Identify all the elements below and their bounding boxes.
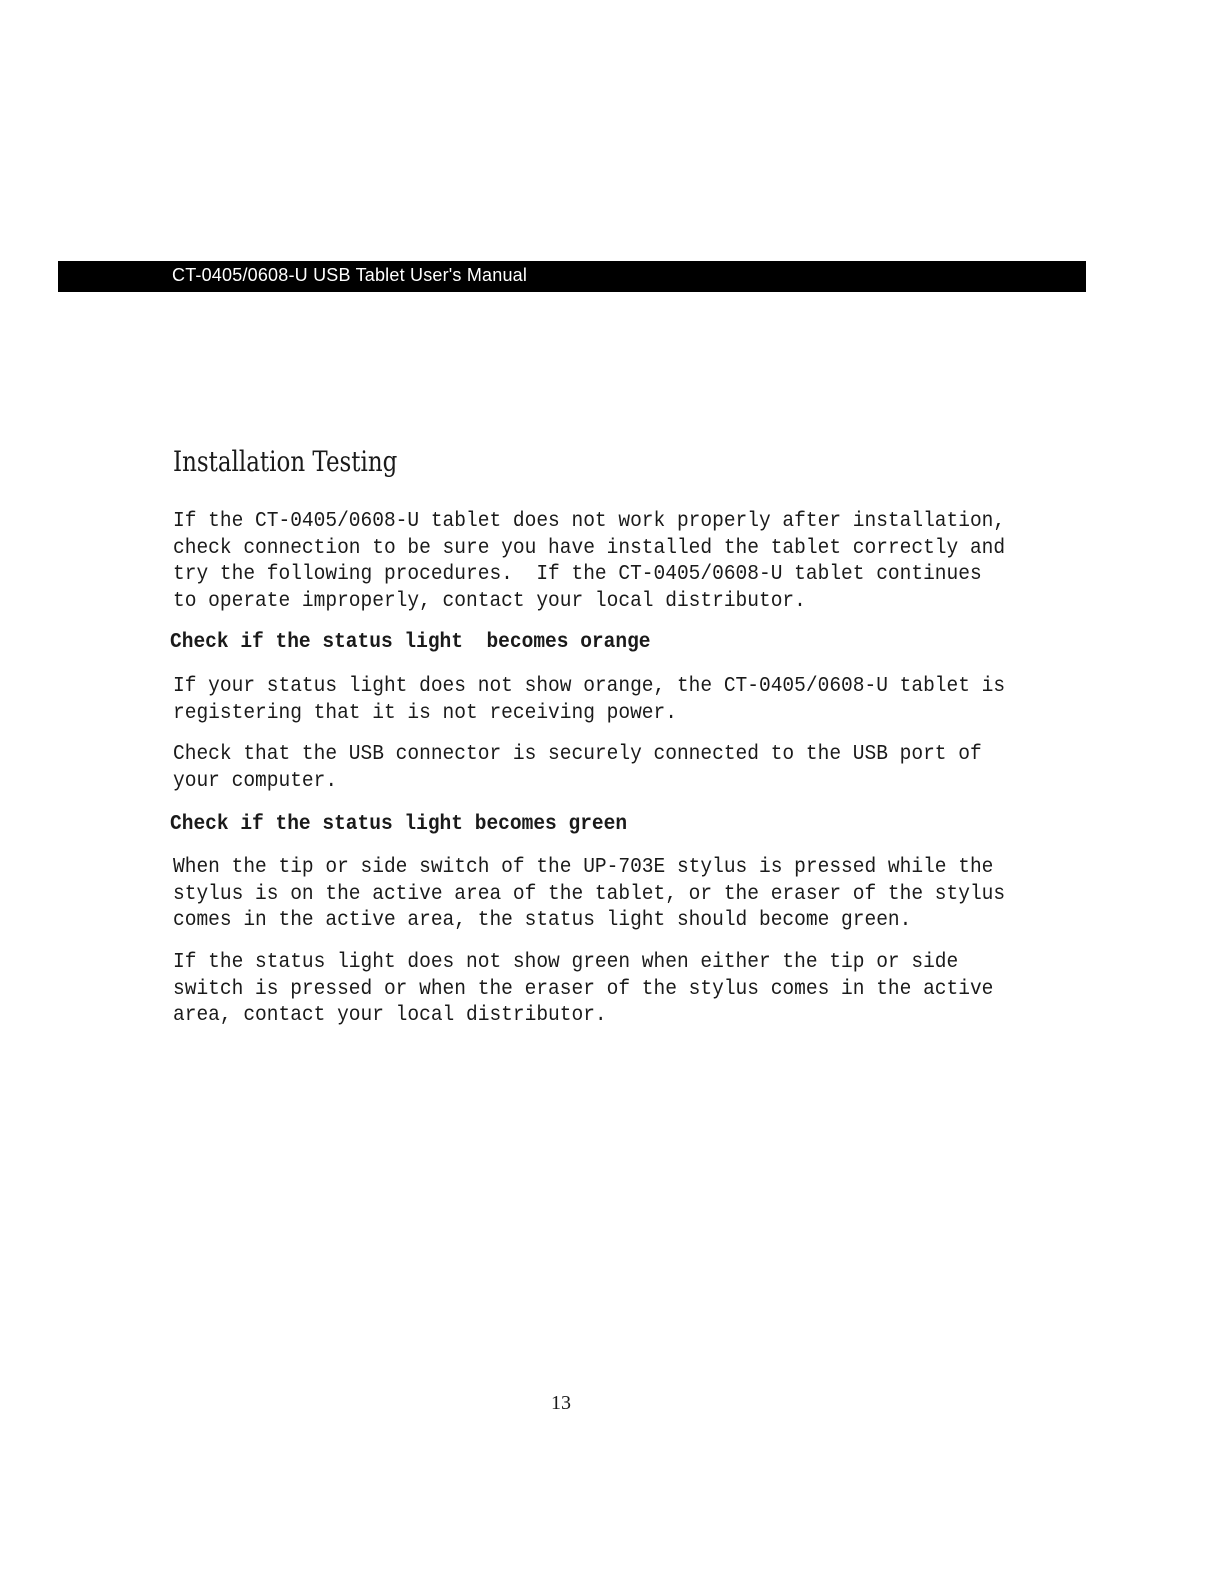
orange-check-paragraph-1: If your status light does not show orange, the CT-0405/0608-U tablet is registering that it is not receiving power.: [173, 675, 1006, 725]
manual-title: CT-0405/0608-U USB Tablet User's Manual: [172, 265, 528, 285]
green-check-paragraph-2: If the status light does not show green when either the tip or side switch is pressed or when the eraser of the stylus comes in the active area, contact your local distributor.: [173, 951, 994, 1027]
section-title: Installation Testing: [173, 445, 398, 478]
page-number: 13: [551, 1392, 571, 1414]
green-check-heading: Check if the status light becomes green: [170, 813, 628, 836]
intro-paragraph: If the CT-0405/0608-U tablet does not work properly after installation, check connection to be sure you have installed the tablet correctly and try the following procedures. If the CT-0405/0608-U tablet continues to operate improperly, contact your local distributor.: [173, 510, 1006, 613]
orange-check-heading: Check if the status light becomes orange: [170, 631, 651, 654]
header-bar: [58, 261, 1086, 292]
green-check-paragraph-1: When the tip or side switch of the UP-703E stylus is pressed while the stylus is on the active area of the tablet, or the eraser of the stylus comes in the active area, the status light should become green.: [173, 856, 1006, 932]
orange-check-paragraph-2: Check that the USB connector is securely connected to the USB port of your computer.: [173, 743, 982, 793]
